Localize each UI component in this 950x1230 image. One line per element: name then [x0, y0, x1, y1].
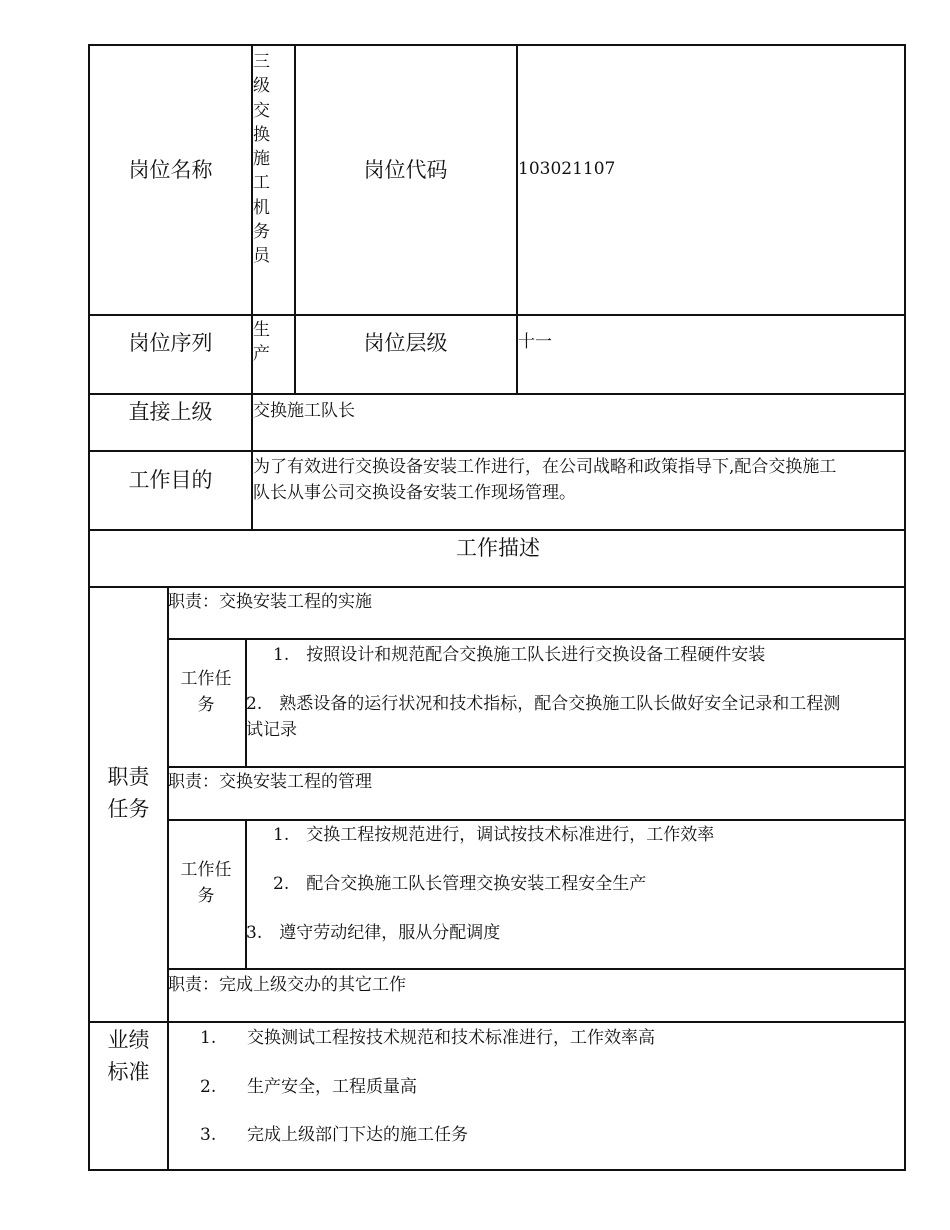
- description-heading: 工作描述: [456, 536, 540, 560]
- supervisor-label: 直接上级: [128, 400, 213, 424]
- performance-item: 交换测试工程按技术规范和技术标准进行，工作效率高: [247, 1028, 655, 1048]
- performance-num: 1.: [200, 1028, 217, 1048]
- job-code-label: 岗位代码: [363, 158, 448, 182]
- task-item: 1. 交换工程按规范进行，调试按技术标准进行，工作效率: [273, 825, 715, 845]
- performance-num: 2.: [200, 1077, 217, 1097]
- task-item: 1. 按照设计和规范配合交换施工队长进行交换设备工程硬件安装: [273, 645, 766, 665]
- row-divider: [90, 586, 906, 588]
- row-divider: [167, 819, 906, 821]
- supervisor-value: 交换施工队长: [253, 401, 355, 421]
- duty-title: 职责：交换安装工程的实施: [168, 592, 372, 612]
- performance-label: 业绩 标准: [107, 1028, 150, 1084]
- job-code-value: 103021107: [518, 159, 616, 179]
- performance-item: 生产安全，工程质量高: [247, 1077, 417, 1097]
- performance-item: 完成上级部门下达的施工任务: [247, 1125, 468, 1145]
- purpose-label: 工作目的: [128, 468, 213, 492]
- task-item: 2. 配合交换施工队长管理交换安装工程安全生产: [273, 874, 647, 894]
- job-name-label: 岗位名称: [128, 158, 213, 182]
- duty-title: 职责：交换安装工程的管理: [168, 772, 372, 792]
- job-sequence-label: 岗位序列: [128, 331, 213, 355]
- task-item: 试记录: [246, 720, 297, 740]
- duty-title: 职责：完成上级交办的其它工作: [168, 975, 406, 995]
- row-divider: [90, 314, 906, 316]
- job-sequence-value: 生 产: [253, 320, 270, 365]
- row-divider: [90, 393, 906, 395]
- task-label: 工作任 务: [180, 669, 232, 715]
- row-divider: [90, 450, 906, 452]
- job-name-value: 三 级 交 换 施 工 机 务 员: [253, 52, 270, 267]
- row-divider: [167, 968, 906, 970]
- job-description-table: [88, 44, 906, 1171]
- row-divider: [90, 529, 906, 531]
- purpose-line: 队长从事公司交换设备安装工作现场管理。: [253, 483, 576, 503]
- task-label: 工作任 务: [180, 860, 232, 906]
- duties-label: 职责 任务: [107, 765, 150, 821]
- performance-num: 3.: [200, 1125, 217, 1145]
- task-item: 3. 遵守劳动纪律，服从分配调度: [246, 923, 501, 943]
- job-level-label: 岗位层级: [363, 331, 448, 355]
- row-divider: [167, 638, 906, 640]
- row-divider: [90, 1021, 906, 1023]
- job-level-value: 十一: [518, 332, 552, 352]
- purpose-line: 为了有效进行交换设备安装工作进行，在公司战略和政策指导下,配合交换施工: [253, 457, 837, 477]
- row-divider: [167, 766, 906, 768]
- task-item: 2. 熟悉设备的运行状况和技术指标，配合交换施工队长做好安全记录和工程测: [246, 694, 841, 714]
